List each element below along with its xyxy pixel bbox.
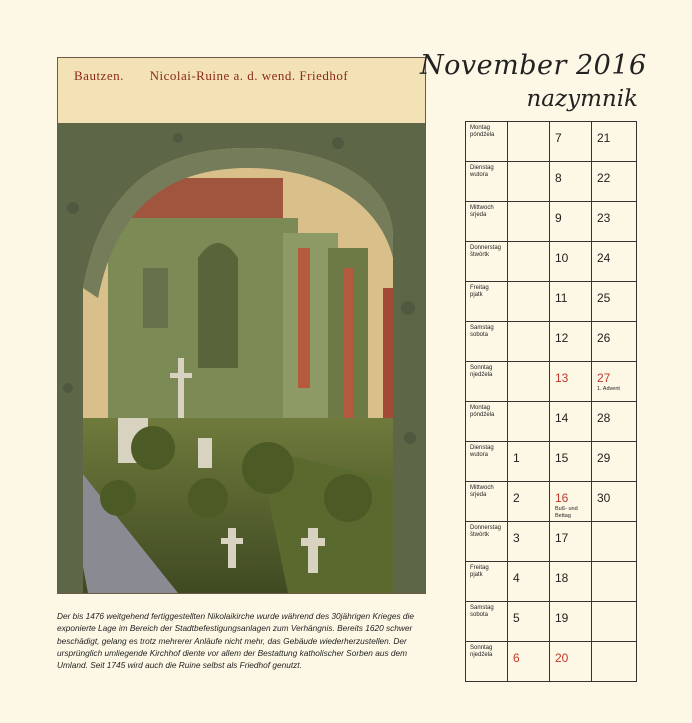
date-number: 27 xyxy=(597,371,611,385)
postcard-photo xyxy=(57,57,426,594)
weekday-cell xyxy=(466,202,508,242)
date-number: 1 xyxy=(513,451,520,465)
date-cell xyxy=(550,362,592,402)
date-cell xyxy=(592,322,637,362)
weekday-label: Freitag pjatk xyxy=(470,565,489,578)
date-cell xyxy=(508,362,550,402)
date-number: 21 xyxy=(597,131,611,145)
date-number: 6 xyxy=(513,651,520,665)
calendar-row xyxy=(466,202,637,242)
holiday-note: 1. Advent xyxy=(597,386,620,392)
weekday-label: Samstag sobota xyxy=(470,605,494,618)
weekday-cell xyxy=(466,282,508,322)
weekday-label: Freitag pjatk xyxy=(470,285,489,298)
date-number xyxy=(508,122,549,131)
month-title-sorbian: nazymnik xyxy=(526,86,638,112)
date-cell xyxy=(550,242,592,282)
date-number: 22 xyxy=(597,171,611,185)
date-cell xyxy=(550,202,592,242)
calendar-row xyxy=(466,362,637,402)
date-number xyxy=(508,322,549,331)
postcard-caption xyxy=(74,68,348,84)
date-cell xyxy=(508,202,550,242)
weekday-cell xyxy=(466,522,508,562)
date-number: 10 xyxy=(555,251,569,265)
calendar-row xyxy=(466,642,637,682)
weekday-cell xyxy=(466,642,508,682)
date-number: 24 xyxy=(597,251,611,265)
weekday-cell xyxy=(466,122,508,162)
weekday-label: Mittwoch srjeda xyxy=(470,485,494,498)
date-cell xyxy=(592,202,637,242)
date-number xyxy=(592,602,636,611)
date-cell xyxy=(508,602,550,642)
weekday-label: Donnerstag štwórtk xyxy=(470,525,502,538)
date-cell xyxy=(550,322,592,362)
calendar-grid xyxy=(465,121,637,682)
postcard-title: Nicolai-Ruine a. d. wend. Friedhof xyxy=(149,68,349,83)
date-cell xyxy=(592,642,637,682)
date-number xyxy=(508,282,549,291)
calendar-row xyxy=(466,562,637,602)
date-number: 12 xyxy=(555,331,569,345)
date-cell xyxy=(508,162,550,202)
date-cell xyxy=(592,162,637,202)
date-cell xyxy=(592,402,637,442)
date-cell xyxy=(592,602,637,642)
date-number: 11 xyxy=(555,291,568,305)
date-number: 13 xyxy=(555,371,569,385)
date-cell xyxy=(592,242,637,282)
weekday-label: Montag póndźela xyxy=(470,405,495,418)
date-cell xyxy=(508,442,550,482)
weekday-cell xyxy=(466,602,508,642)
date-cell xyxy=(508,122,550,162)
date-cell xyxy=(550,282,592,322)
month-title: November 2016 xyxy=(420,50,647,81)
date-number: 15 xyxy=(555,451,569,465)
weekday-label: Donnerstag štwórtk xyxy=(470,245,502,258)
weekday-cell xyxy=(466,482,508,522)
calendar-row xyxy=(466,402,637,442)
weekday-label: Sonntag njedźela xyxy=(470,365,493,378)
date-cell xyxy=(550,642,592,682)
date-cell xyxy=(508,402,550,442)
date-number xyxy=(508,402,549,411)
date-number: 14 xyxy=(555,411,569,425)
date-cell xyxy=(550,522,592,562)
calendar-row xyxy=(466,242,637,282)
holiday-note: Buß- und Bettag xyxy=(555,506,578,519)
date-number: 28 xyxy=(597,411,611,425)
date-cell xyxy=(508,242,550,282)
date-cell xyxy=(550,482,592,522)
date-number: 9 xyxy=(555,211,562,225)
date-number: 8 xyxy=(555,171,562,185)
date-number: 30 xyxy=(597,491,611,505)
date-number: 3 xyxy=(513,531,520,545)
date-number: 23 xyxy=(597,211,611,225)
date-cell xyxy=(508,482,550,522)
weekday-label: Mittwoch srjeda xyxy=(470,205,494,218)
calendar-row xyxy=(466,522,637,562)
date-number xyxy=(508,362,549,371)
date-number: 26 xyxy=(597,331,611,345)
date-cell xyxy=(508,282,550,322)
calendar-row xyxy=(466,322,637,362)
date-cell xyxy=(508,562,550,602)
date-number: 29 xyxy=(597,451,611,465)
date-number: 5 xyxy=(513,611,520,625)
weekday-label: Dienstag wutora xyxy=(470,165,494,178)
weekday-cell xyxy=(466,362,508,402)
date-cell xyxy=(592,282,637,322)
date-cell xyxy=(592,122,637,162)
date-number: 25 xyxy=(597,291,611,305)
date-cell xyxy=(592,562,637,602)
weekday-label: Dienstag wutora xyxy=(470,445,494,458)
weekday-cell xyxy=(466,442,508,482)
date-number: 19 xyxy=(555,611,569,625)
date-cell xyxy=(550,442,592,482)
church-ruin-illustration xyxy=(58,58,425,593)
calendar-row xyxy=(466,282,637,322)
date-cell xyxy=(508,522,550,562)
date-cell xyxy=(550,122,592,162)
date-number xyxy=(508,162,549,171)
date-cell xyxy=(550,162,592,202)
date-cell xyxy=(550,562,592,602)
weekday-label: Montag póndźela xyxy=(470,125,495,138)
weekday-label: Sonntag njedźela xyxy=(470,645,493,658)
date-number: 18 xyxy=(555,571,569,585)
date-number: 16 xyxy=(555,491,569,505)
date-cell xyxy=(592,482,637,522)
date-number xyxy=(592,522,636,531)
calendar-row xyxy=(466,482,637,522)
date-number: 4 xyxy=(513,571,520,585)
date-number: 2 xyxy=(513,491,520,505)
calendar-row xyxy=(466,602,637,642)
calendar-row xyxy=(466,442,637,482)
date-number xyxy=(592,562,636,571)
weekday-cell xyxy=(466,562,508,602)
date-number xyxy=(508,202,549,211)
date-cell xyxy=(550,402,592,442)
weekday-cell xyxy=(466,322,508,362)
weekday-cell xyxy=(466,162,508,202)
weekday-cell xyxy=(466,242,508,282)
date-number: 7 xyxy=(555,131,562,145)
calendar-row xyxy=(466,122,637,162)
date-number xyxy=(592,642,636,651)
date-number: 20 xyxy=(555,651,569,665)
photo-description: Der bis 1476 weitgehend fertiggestellten Nikolaikirche wurde während des 30jährigen Krieges die exponierte Lage im Bereich der Stadtbefestigungsanlagen zum Verhängnis. Bereits 1620 schwer beschädigt, gelang es trotz mehrerer Anläufe nicht mehr, das Gebäude wiederherzustellen. Der ursprünglich umliegende Kirchhof diente vor allem der Bestattung katholischer Sorben aus dem Umland. Seit 1745 wird auch die Ruine selbst als Friedhof genutzt. xyxy=(57,611,414,671)
date-cell xyxy=(592,442,637,482)
date-cell xyxy=(592,522,637,562)
date-cell xyxy=(592,362,637,402)
weekday-label: Samstag sobota xyxy=(470,325,494,338)
postcard-place: Bautzen. xyxy=(74,68,124,83)
date-number xyxy=(508,242,549,251)
calendar-row xyxy=(466,162,637,202)
weekday-cell xyxy=(466,402,508,442)
date-number: 17 xyxy=(555,531,569,545)
date-cell xyxy=(508,322,550,362)
date-cell xyxy=(550,602,592,642)
date-cell xyxy=(508,642,550,682)
